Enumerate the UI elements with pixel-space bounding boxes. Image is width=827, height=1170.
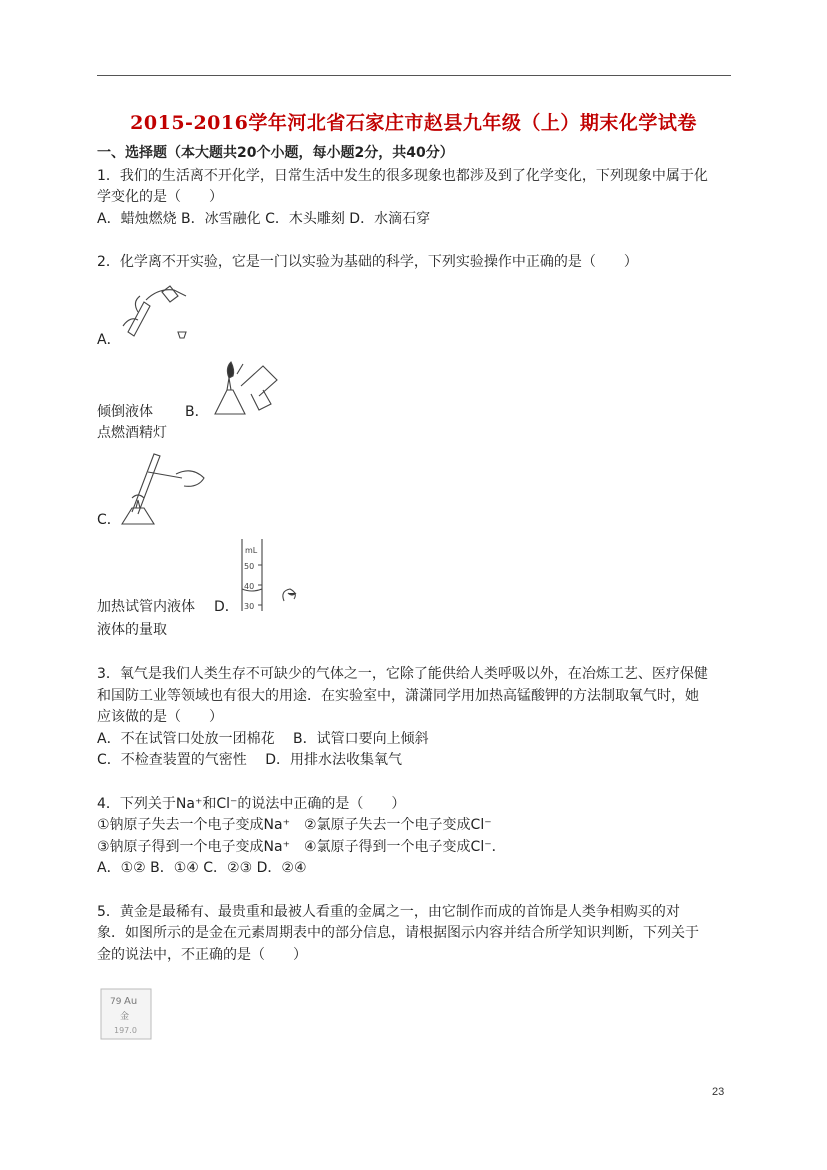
section-heading: 一、选择题（本大题共20个小题，每小题2分，共40分） bbox=[97, 145, 454, 161]
q2-option-d-letter: D． bbox=[214, 599, 239, 615]
q2-option-b-letter: B． bbox=[185, 404, 209, 420]
q5-line3: 金的说法中，不正确的是（ ） bbox=[97, 947, 307, 963]
q4-statements-34: ③钠原子得到一个电子变成Na⁺ ④氯原子得到一个电子变成Cl⁻． bbox=[97, 839, 506, 855]
cylinder-unit-label: mL bbox=[245, 546, 258, 555]
pouring-liquid-figure bbox=[118, 282, 196, 346]
q1-line1: 1．我们的生活离不开化学，日常生活中发生的很多现象也都涉及到了化学变化，下列现象中属于化 bbox=[97, 168, 708, 184]
q4-stem: 4．下列关于Na⁺和Cl⁻的说法中正确的是（ ） bbox=[97, 796, 406, 812]
q2-option-a-text: 倾倒液体 bbox=[97, 404, 153, 420]
q2-option-c-letter: C． bbox=[97, 512, 121, 528]
gold-name: 金 bbox=[120, 1012, 130, 1022]
q2-option-c-text: 加热试管内液体 bbox=[97, 599, 195, 615]
q5-line1: 5．黄金是最稀有、最贵重和最被人看重的金属之一，由它制作而成的首饰是人类争相购买的对 bbox=[97, 904, 680, 920]
q3-line3: 应该做的是（ ） bbox=[97, 709, 223, 725]
q3-line2: 和国防工业等领域也有很大的用途．在实验室中，潇潇同学用加热高锰酸钾的方法制取氧气时，她 bbox=[97, 688, 699, 704]
page-number: 23 bbox=[712, 1086, 725, 1098]
cylinder-tick-40: 40 bbox=[244, 582, 255, 591]
graduated-cylinder-figure bbox=[236, 537, 308, 613]
q3-options-cd: C．不检查装置的气密性 D．用排水法收集氧气 bbox=[97, 752, 403, 768]
q1-line2: 学变化的是（ ） bbox=[97, 189, 223, 205]
gold-element-cell-figure bbox=[100, 988, 152, 1040]
gold-symbol: Au bbox=[124, 996, 138, 1007]
gold-atomic-mass: 197.0 bbox=[114, 1026, 137, 1035]
q2-option-a-letter: A． bbox=[97, 332, 121, 348]
q3-options-ab: A．不在试管口处放一团棉花 B．试管口要向上倾斜 bbox=[97, 731, 429, 747]
lighting-alcohol-lamp-figure bbox=[207, 356, 283, 420]
gold-atomic-number: 79 bbox=[110, 997, 122, 1007]
q1-options: A．蜡烛燃烧 B．冰雪融化 C．木头雕刻 D．水滴石穿 bbox=[97, 211, 431, 227]
q3-line1: 3．氧气是我们人类生存不可缺少的气体之一，它除了能供给人类呼吸以外，在冶炼工艺、医疗保健 bbox=[97, 666, 708, 682]
cylinder-tick-30: 30 bbox=[244, 602, 255, 611]
q5-line2: 象．如图所示的是金在元素周期表中的部分信息，请根据图示内容并结合所学知识判断，下列关于 bbox=[97, 925, 699, 941]
q4-options: A．①② B．①④ C．②③ D．②④ bbox=[97, 860, 307, 876]
header-rule bbox=[97, 75, 731, 76]
cylinder-tick-50: 50 bbox=[244, 562, 255, 571]
heating-test-tube-figure bbox=[118, 448, 208, 528]
q2-stem: 2．化学离不开实验，它是一门以实验为基础的科学，下列实验操作中正确的是（ ） bbox=[97, 254, 638, 270]
page-title: 2015-2016学年河北省石家庄市赵县九年级（上）期末化学试卷 bbox=[130, 112, 697, 134]
q4-statements-12: ①钠原子失去一个电子变成Na⁺ ②氯原子失去一个电子变成Cl⁻ bbox=[97, 817, 492, 833]
q2-option-d-text: 液体的量取 bbox=[97, 622, 167, 638]
q2-option-b-text: 点燃酒精灯 bbox=[97, 425, 167, 441]
